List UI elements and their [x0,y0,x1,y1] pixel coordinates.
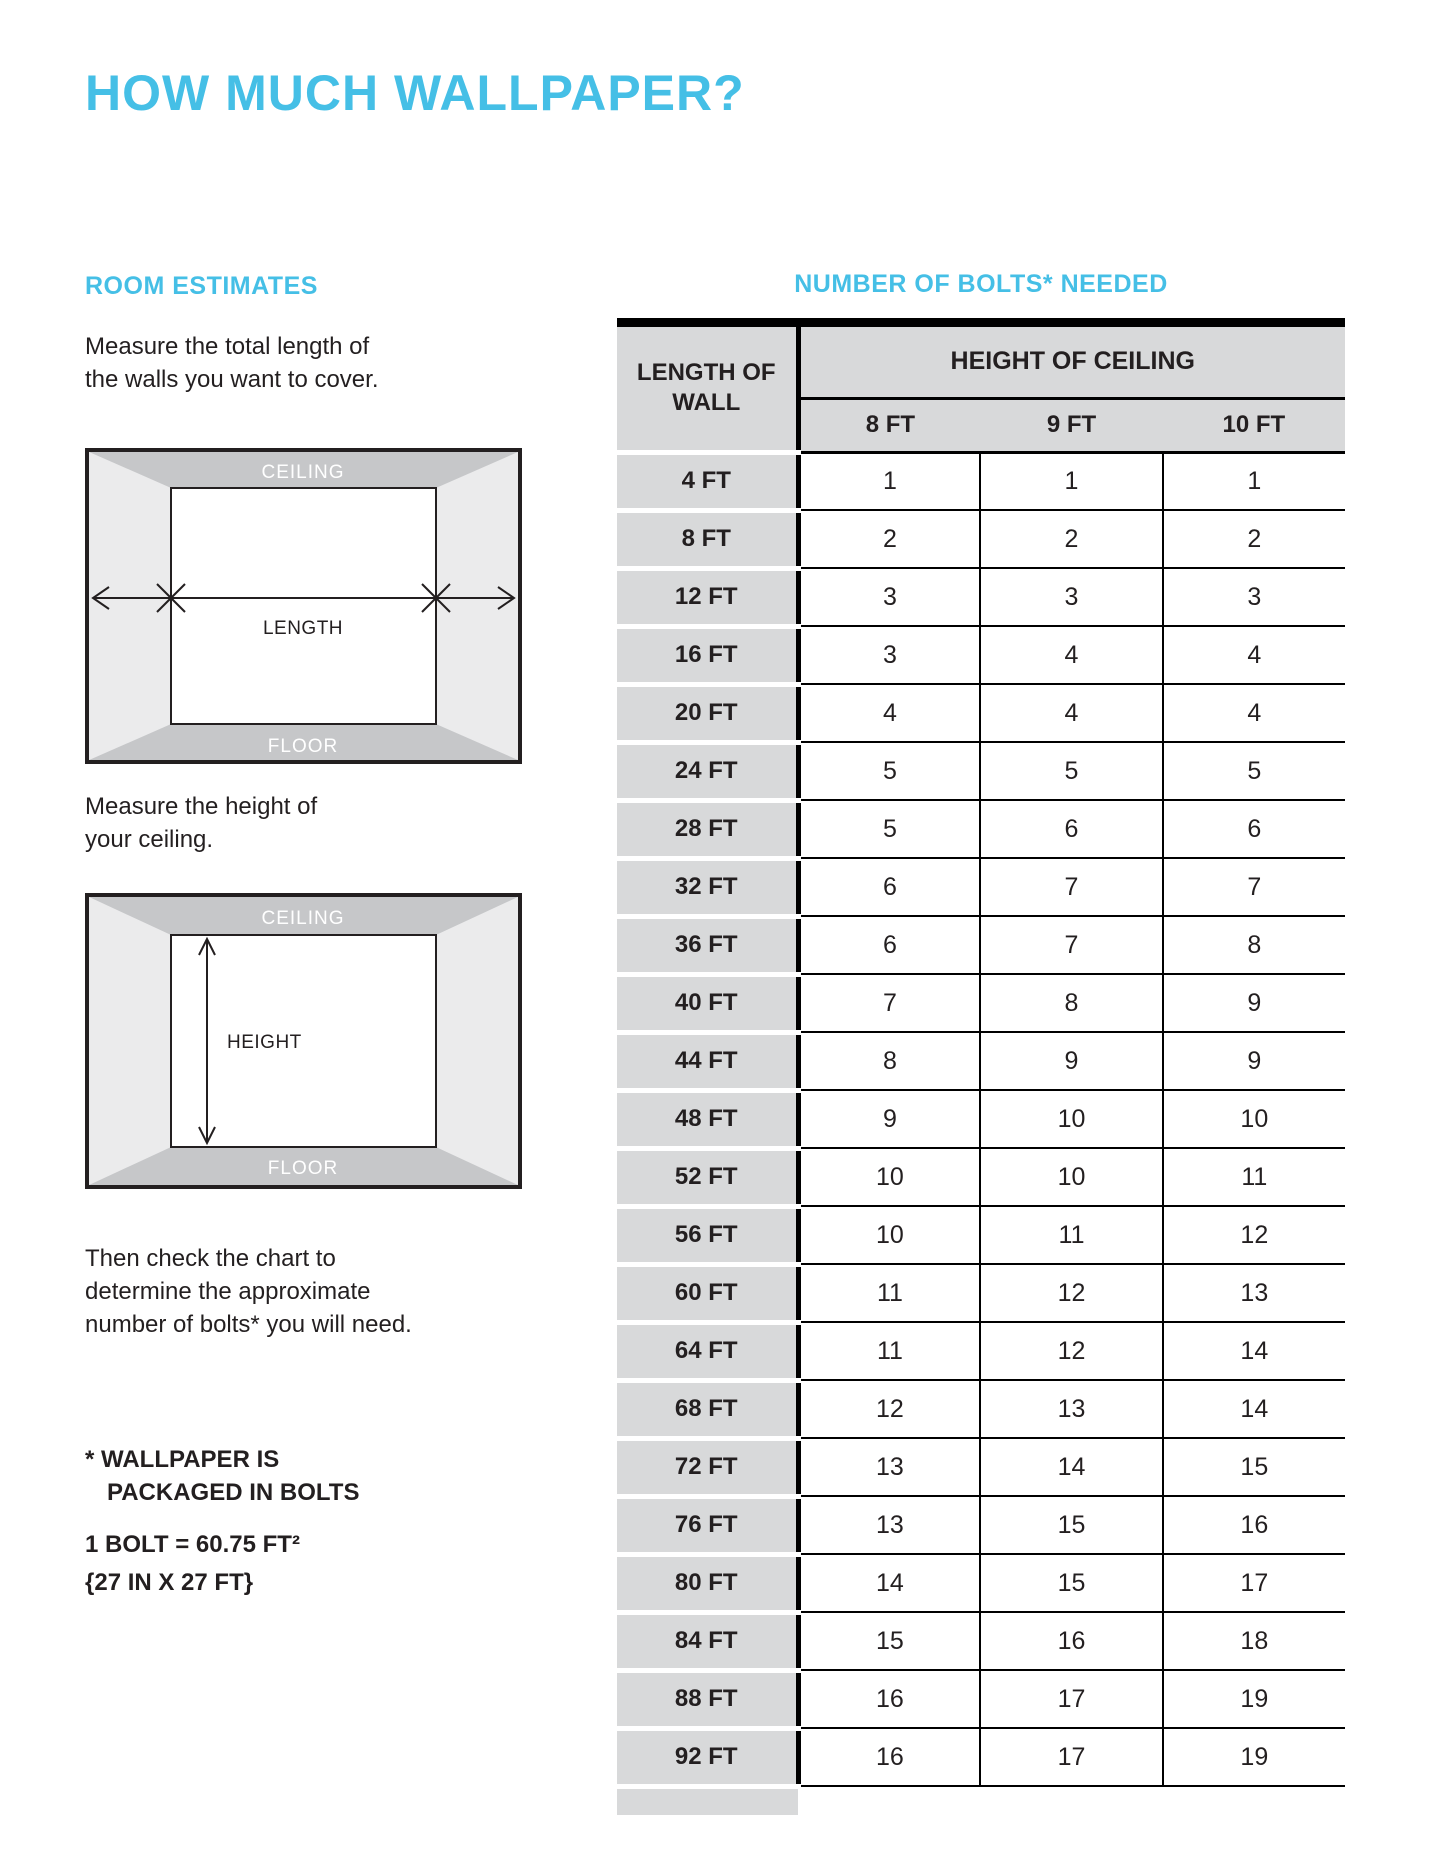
cell-9ft: 9 [980,1032,1162,1090]
col-header-8ft: 8 FT [798,398,980,452]
row-label: 16 FT [617,626,798,684]
cell-10ft: 18 [1163,1612,1345,1670]
cell-9ft: 7 [980,916,1162,974]
col-header-9ft: 9 FT [980,398,1162,452]
cell-10ft: 15 [1163,1438,1345,1496]
note-bolt-dimensions: {27 IN X 27 FT} [85,1569,254,1596]
cell-10ft: 11 [1163,1148,1345,1206]
cell-9ft: 17 [980,1670,1162,1728]
table-row [617,626,1345,684]
row-label: 20 FT [617,684,798,742]
cell-10ft: 4 [1163,684,1345,742]
cell-8ft: 4 [798,684,980,742]
cell-10ft: 10 [1163,1090,1345,1148]
cell-8ft: 11 [798,1264,980,1322]
table-row [617,1496,1345,1554]
table-row [617,568,1345,626]
cell-8ft: 12 [798,1380,980,1438]
cell-9ft: 16 [980,1612,1162,1670]
left-wall-shape [89,897,171,1185]
cell-10ft: 16 [1163,1496,1345,1554]
room-estimates-heading: ROOM ESTIMATES [85,272,318,300]
cell-8ft: 10 [798,1148,980,1206]
ceiling-label: CEILING [261,908,345,929]
cell-8ft: 5 [798,742,980,800]
table-row [617,1090,1345,1148]
bolts-needed-heading: NUMBER OF BOLTS* NEEDED [794,270,1168,298]
cell-8ft: 16 [798,1670,980,1728]
cell-9ft: 1 [980,452,1162,510]
cell-8ft: 3 [798,568,980,626]
cell-10ft: 6 [1163,800,1345,858]
cell-10ft: 9 [1163,1032,1345,1090]
cell-8ft: 6 [798,916,980,974]
cell-8ft: 16 [798,1728,980,1786]
table-row [617,684,1345,742]
text-line: number of bolts* you will need. [85,1311,412,1338]
table-row [617,800,1345,858]
cell-8ft: 5 [798,800,980,858]
row-label: 12 FT [617,568,798,626]
row-label: 8 FT [617,510,798,568]
cell-9ft: 2 [980,510,1162,568]
table-footer-strip [617,1789,798,1815]
table-row [617,452,1345,510]
row-label: 60 FT [617,1264,798,1322]
cell-10ft: 17 [1163,1554,1345,1612]
row-label: 72 FT [617,1438,798,1496]
text-line: PACKAGED IN BOLTS [107,1479,360,1506]
row-label: 4 FT [617,452,798,510]
cell-10ft: 1 [1163,452,1345,510]
instruction-measure-length [85,330,378,396]
cell-10ft: 8 [1163,916,1345,974]
row-label: 56 FT [617,1206,798,1264]
note-bolt-area: 1 BOLT = 60.75 FT² [85,1531,300,1558]
group-header-height-of-ceiling: HEIGHT OF CEILING [798,327,1345,398]
bolt-table-body [617,452,1345,1786]
cell-8ft: 13 [798,1438,980,1496]
cell-8ft: 14 [798,1554,980,1612]
cell-9ft: 11 [980,1206,1162,1264]
cell-10ft: 14 [1163,1380,1345,1438]
cell-10ft: 9 [1163,974,1345,1032]
table-row [617,1438,1345,1496]
row-label: 84 FT [617,1612,798,1670]
row-label: 36 FT [617,916,798,974]
table-row [617,974,1345,1032]
cell-9ft: 17 [980,1728,1162,1786]
cell-10ft: 19 [1163,1728,1345,1786]
row-label: 80 FT [617,1554,798,1612]
table-row [617,916,1345,974]
cell-9ft: 12 [980,1322,1162,1380]
height-diagram [85,893,522,1189]
row-label: 68 FT [617,1380,798,1438]
row-label: 40 FT [617,974,798,1032]
table-row [617,1264,1345,1322]
cell-8ft: 9 [798,1090,980,1148]
cell-10ft: 3 [1163,568,1345,626]
row-label: 32 FT [617,858,798,916]
cell-9ft: 14 [980,1438,1162,1496]
cell-8ft: 15 [798,1612,980,1670]
table-row [617,1670,1345,1728]
text-line: your ceiling. [85,826,214,853]
cell-10ft: 2 [1163,510,1345,568]
floor-label: FLOOR [267,1158,339,1179]
row-label: 64 FT [617,1322,798,1380]
length-diagram [85,448,522,764]
row-label: 48 FT [617,1090,798,1148]
col-header-length-of-wall: LENGTH OF WALL [617,327,798,452]
height-label: HEIGHT [227,1032,302,1053]
cell-8ft: 7 [798,974,980,1032]
bolt-lookup-table [617,327,1345,1789]
length-label: LENGTH [262,618,344,639]
cell-9ft: 5 [980,742,1162,800]
right-wall-shape [436,452,518,760]
row-label: 52 FT [617,1148,798,1206]
row-label: 28 FT [617,800,798,858]
table-row [617,1322,1345,1380]
cell-8ft: 2 [798,510,980,568]
cell-9ft: 13 [980,1380,1162,1438]
left-wall-shape [89,452,171,760]
cell-10ft: 12 [1163,1206,1345,1264]
cell-8ft: 6 [798,858,980,916]
cell-10ft: 14 [1163,1322,1345,1380]
cell-9ft: 15 [980,1554,1162,1612]
row-label: 24 FT [617,742,798,800]
back-wall-shape [171,935,436,1147]
cell-8ft: 10 [798,1206,980,1264]
cell-9ft: 6 [980,800,1162,858]
cell-9ft: 7 [980,858,1162,916]
text-line: Then check the chart to [85,1245,336,1272]
cell-9ft: 3 [980,568,1162,626]
right-wall-shape [436,897,518,1185]
table-row [617,510,1345,568]
table-top-border [617,318,1345,327]
cell-8ft: 11 [798,1322,980,1380]
cell-10ft: 7 [1163,858,1345,916]
cell-9ft: 10 [980,1090,1162,1148]
cell-10ft: 13 [1163,1264,1345,1322]
cell-10ft: 5 [1163,742,1345,800]
table-row [617,1728,1345,1786]
instruction-check-chart [85,1242,412,1341]
cell-8ft: 3 [798,626,980,684]
row-label: 92 FT [617,1728,798,1786]
note-wallpaper-packaging [85,1443,359,1509]
cell-9ft: 15 [980,1496,1162,1554]
page-title: HOW MUCH WALLPAPER? [85,65,745,121]
cell-8ft: 1 [798,452,980,510]
cell-10ft: 19 [1163,1670,1345,1728]
cell-9ft: 10 [980,1148,1162,1206]
text-line: determine the approximate [85,1278,371,1305]
table-row [617,1554,1345,1612]
cell-9ft: 12 [980,1264,1162,1322]
row-label: 44 FT [617,1032,798,1090]
floor-label: FLOOR [267,736,339,757]
ceiling-label: CEILING [261,462,345,483]
col-header-10ft: 10 FT [1163,398,1345,452]
cell-9ft: 4 [980,626,1162,684]
bolts-table [617,318,1345,1815]
text-line: the walls you want to cover. [85,366,379,393]
table-row [617,1148,1345,1206]
table-row [617,1032,1345,1090]
row-label: 88 FT [617,1670,798,1728]
instruction-measure-height [85,790,317,856]
table-row [617,1612,1345,1670]
cell-10ft: 4 [1163,626,1345,684]
text-line: Measure the height of [85,793,318,820]
text-line: * WALLPAPER IS [85,1446,280,1473]
back-wall-shape [171,488,436,724]
text-line: Measure the total length of [85,333,370,360]
cell-9ft: 8 [980,974,1162,1032]
table-row [617,1206,1345,1264]
row-label: 76 FT [617,1496,798,1554]
cell-8ft: 13 [798,1496,980,1554]
table-row [617,742,1345,800]
cell-9ft: 4 [980,684,1162,742]
cell-8ft: 8 [798,1032,980,1090]
table-row [617,1380,1345,1438]
table-row [617,858,1345,916]
